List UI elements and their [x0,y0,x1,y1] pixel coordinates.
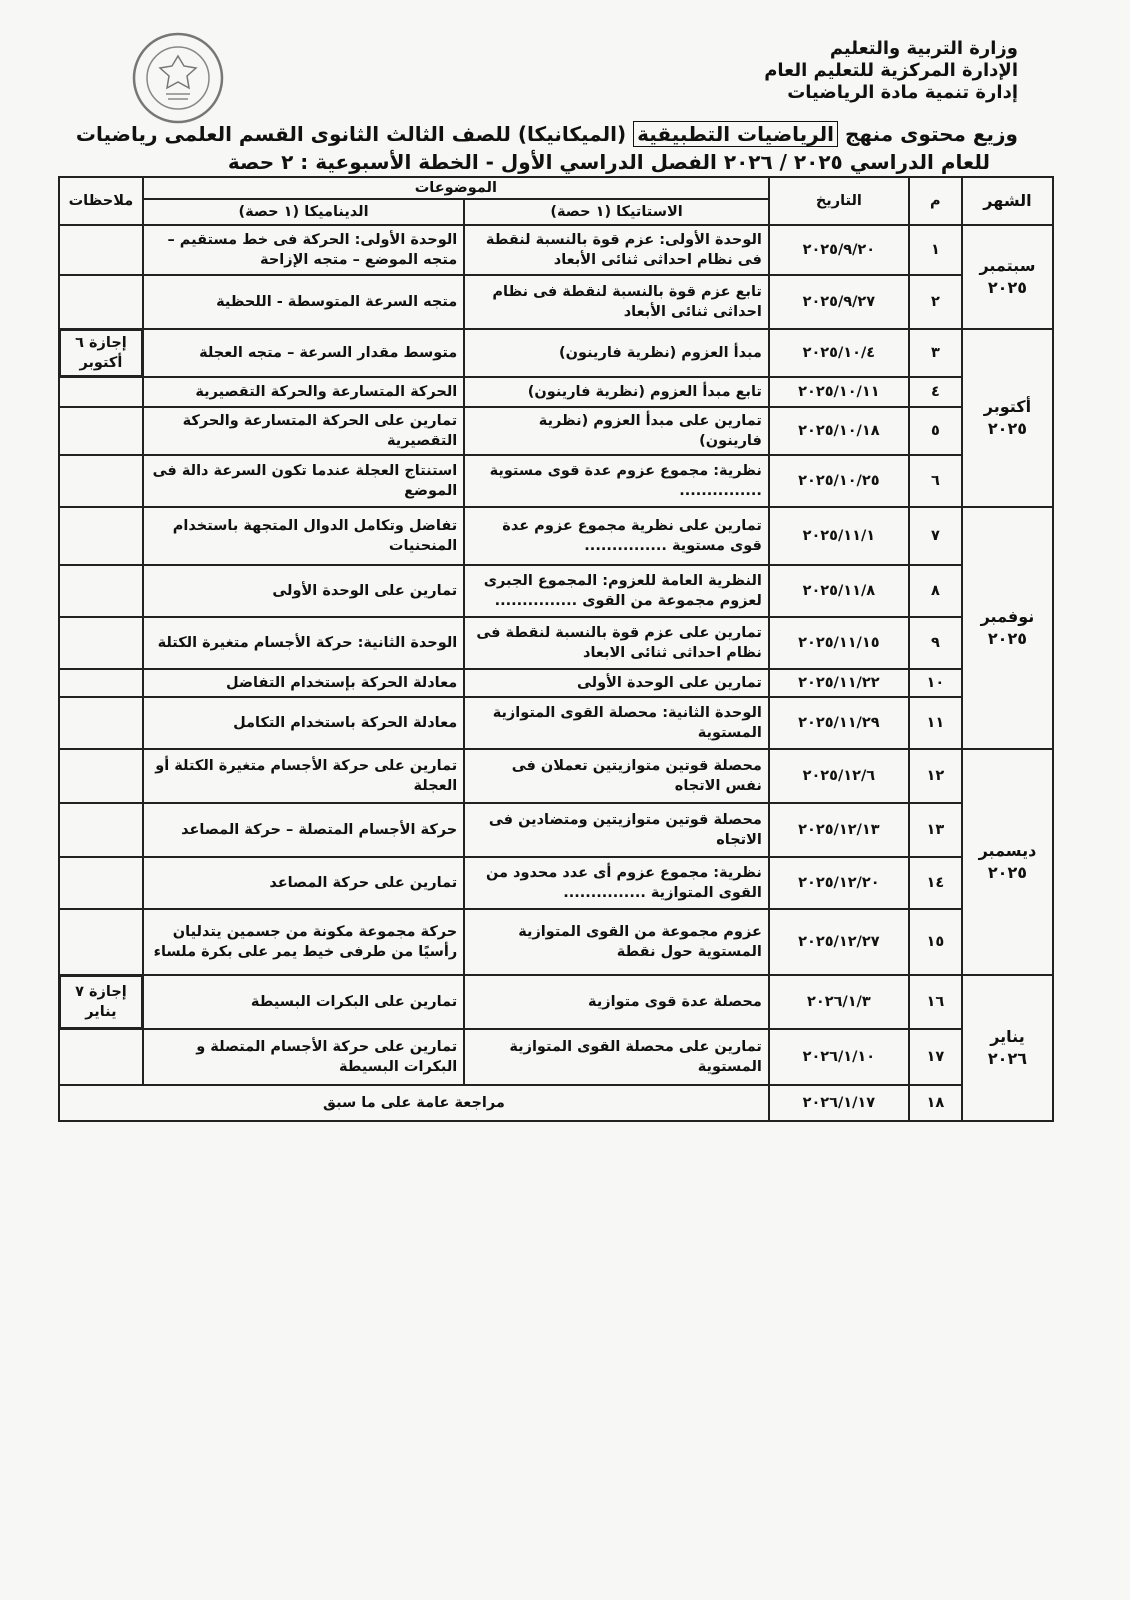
table-row [59,455,1053,507]
notes-cell [59,617,143,669]
row-number: ٢ [909,275,962,329]
notes-cell [59,803,143,857]
table-row [59,275,1053,329]
ministry-line-3: إدارة تنمية مادة الرياضيات [787,82,1018,103]
table-row [59,565,1053,617]
table-row [59,1085,1053,1121]
title-suffix: (الميكانيكا) للصف الثالث الثانوى القسم العلمى رياضيات [75,122,627,146]
row-number: ١٣ [909,803,962,857]
statics-topic: النظرية العامة للعزوم: المجموع الجبرى لعزوم مجموعة من القوى ............... [464,565,769,617]
notes-cell [59,909,143,975]
row-number: ١٧ [909,1029,962,1085]
row-number: ١٤ [909,857,962,909]
dynamics-topic: الوحدة الثانية: حركة الأجسام متغيرة الكتلة [143,617,464,669]
row-date: ٢٠٢٥/١٢/١٣ [769,803,909,857]
statics-topic: محصلة قوتين متوازيتين ومتضادين فى الاتجاه [464,803,769,857]
row-number: ٥ [909,407,962,455]
row-date: ٢٠٢٥/١٠/٢٥ [769,455,909,507]
dynamics-topic: حركة الأجسام المتصلة – حركة المصاعد [143,803,464,857]
table-row [59,377,1053,407]
row-date: ٢٠٢٥/١١/١ [769,507,909,565]
row-date: ٢٠٢٥/١٢/٦ [769,749,909,803]
ministry-line-1: وزارة التربية والتعليم [829,38,1018,59]
dynamics-topic: استنتاج العجلة عندما تكون السرعة دالة فى الموضع [143,455,464,507]
header-number: م [909,177,962,225]
statics-topic: عزوم مجموعة من القوى المتوازية المستوية حول نقطة [464,909,769,975]
row-number: ١٥ [909,909,962,975]
statics-topic: محصلة عدة قوى متوازية [464,975,769,1029]
title-subject: الرياضيات التطبيقية [633,121,838,147]
table-row [59,1029,1053,1085]
ministry-header [758,38,1018,104]
row-number: ٩ [909,617,962,669]
table-row [59,749,1053,803]
dynamics-topic: تمارين على الحركة المتسارعة والحركة التقصيرية [143,407,464,455]
notes-cell: إجازة ٦ أكتوبر [59,329,143,377]
ministry-seal-icon [130,30,226,126]
row-date: ٢٠٢٥/١١/١٥ [769,617,909,669]
statics-topic: تمارين على عزم قوة بالنسبة لنقطة فى نظام احداثى ثنائى الابعاد [464,617,769,669]
row-date: ٢٠٢٥/١١/٢٩ [769,697,909,749]
table-header-row [59,177,1053,199]
notes-cell [59,697,143,749]
row-number: ٣ [909,329,962,377]
header-notes: ملاحظات [59,177,143,225]
dynamics-topic: تفاضل وتكامل الدوال المتجهة باستخدام المنحنيات [143,507,464,565]
notes-cell [59,507,143,565]
document-title [75,122,1018,146]
statics-topic: نظرية: مجموع عزوم أى عدد محدود من القوى المتوازية ............... [464,857,769,909]
statics-topic: الوحدة الأولى: عزم قوة بالنسبة لنقطة فى نظام احداثى ثنائى الأبعاد [464,225,769,275]
row-number: ٧ [909,507,962,565]
notes-cell [59,455,143,507]
dynamics-topic: الحركة المتسارعة والحركة التقصيرية [143,377,464,407]
row-number: ١٠ [909,669,962,697]
header-statics: الاستاتيكا (١ حصة) [464,199,769,225]
statics-topic: تمارين على محصلة القوى المتوازية المستوية [464,1029,769,1085]
table-row [59,909,1053,975]
statics-topic: الوحدة الثانية: محصلة القوى المتوازية المستوية [464,697,769,749]
statics-topic: محصلة قوتين متوازيتين تعملان فى نفس الاتجاه [464,749,769,803]
row-date: ٢٠٢٦/١/١٧ [769,1085,909,1121]
row-date: ٢٠٢٦/١/٣ [769,975,909,1029]
month-cell: ديسمبر ٢٠٢٥ [962,749,1053,975]
review-cell: مراجعة عامة على ما سبق [59,1085,769,1121]
row-date: ٢٠٢٥/٩/٢٧ [769,275,909,329]
header-dynamics: الديناميكا (١ حصة) [143,199,464,225]
row-date: ٢٠٢٥/١١/٢٢ [769,669,909,697]
row-date: ٢٠٢٥/١٠/١٨ [769,407,909,455]
table-row [59,975,1053,1029]
row-date: ٢٠٢٥/١٠/٤ [769,329,909,377]
row-number: ١٦ [909,975,962,1029]
row-number: ١٢ [909,749,962,803]
notes-cell [59,1029,143,1085]
dynamics-topic: حركة مجموعة مكونة من جسمين يتدليان رأسيًا من طرفى خيط يمر على بكرة ملساء [143,909,464,975]
row-date: ٢٠٢٥/١٢/٢٠ [769,857,909,909]
dynamics-topic: متوسط مقدار السرعة – متجه العجلة [143,329,464,377]
title-prefix: وزيع محتوى منهج [844,122,1018,146]
schedule-table [58,176,1054,1122]
row-date: ٢٠٢٥/١١/٨ [769,565,909,617]
header-month: الشهر [962,177,1053,225]
dynamics-topic: تمارين على حركة المصاعد [143,857,464,909]
dynamics-topic: معادلة الحركة بإستخدام التفاضل [143,669,464,697]
statics-topic: تمارين على مبدأ العزوم (نظرية فارينون) [464,407,769,455]
dynamics-topic: متجه السرعة المتوسطة - اللحظية [143,275,464,329]
dynamics-topic: تمارين على حركة الأجسام المتصلة و البكرات البسيطة [143,1029,464,1085]
notes-cell [59,225,143,275]
row-date: ٢٠٢٦/١/١٠ [769,1029,909,1085]
dynamics-topic: معادلة الحركة باستخدام التكامل [143,697,464,749]
row-number: ١ [909,225,962,275]
month-cell: يناير ٢٠٢٦ [962,975,1053,1121]
table-row [59,617,1053,669]
document-subtitle: للعام الدراسي ٢٠٢٥ / ٢٠٢٦ الفصل الدراسي الأول - الخطة الأسبوعية : ٢ حصة [227,150,990,174]
row-date: ٢٠٢٥/٩/٢٠ [769,225,909,275]
row-date: ٢٠٢٥/١٠/١١ [769,377,909,407]
table-row [59,407,1053,455]
notes-cell [59,857,143,909]
dynamics-topic: تمارين على الوحدة الأولى [143,565,464,617]
notes-cell [59,565,143,617]
statics-topic: نظرية: مجموع عزوم عدة قوى مستوية ............... [464,455,769,507]
month-cell: سبتمبر ٢٠٢٥ [962,225,1053,329]
notes-cell [59,749,143,803]
header-topics: الموضوعات [143,177,769,199]
schedule-body [59,225,1053,1121]
header-date: التاريخ [769,177,909,225]
statics-topic: تابع مبدأ العزوم (نظرية فارينون) [464,377,769,407]
statics-topic: تابع عزم قوة بالنسبة لنقطة فى نظام احداثى ثنائى الأبعاد [464,275,769,329]
row-number: ١٨ [909,1085,962,1121]
statics-topic: تمارين على نظرية مجموع عزوم عدة قوى مستوية ............... [464,507,769,565]
dynamics-topic: الوحدة الأولى: الحركة فى خط مستقيم – متجه الموضع – متجه الإزاحة [143,225,464,275]
table-row [59,857,1053,909]
ministry-line-2: الإدارة المركزية للتعليم العام [764,60,1018,81]
table-row [59,507,1053,565]
row-date: ٢٠٢٥/١٢/٢٧ [769,909,909,975]
row-number: ٦ [909,455,962,507]
month-cell: أكتوبر ٢٠٢٥ [962,329,1053,507]
table-row [59,697,1053,749]
notes-cell: إجازة ٧ يناير [59,975,143,1029]
table-row [59,803,1053,857]
table-row [59,669,1053,697]
table-row [59,225,1053,275]
notes-cell [59,669,143,697]
month-cell: نوفمبر ٢٠٢٥ [962,507,1053,749]
dynamics-topic: تمارين على حركة الأجسام متغيرة الكتلة أو العجلة [143,749,464,803]
statics-topic: مبدأ العزوم (نظرية فارينون) [464,329,769,377]
statics-topic: تمارين على الوحدة الأولى [464,669,769,697]
row-number: ١١ [909,697,962,749]
notes-cell [59,275,143,329]
row-number: ٨ [909,565,962,617]
notes-cell [59,377,143,407]
row-number: ٤ [909,377,962,407]
table-row [59,329,1053,377]
notes-cell [59,407,143,455]
dynamics-topic: تمارين على البكرات البسيطة [143,975,464,1029]
